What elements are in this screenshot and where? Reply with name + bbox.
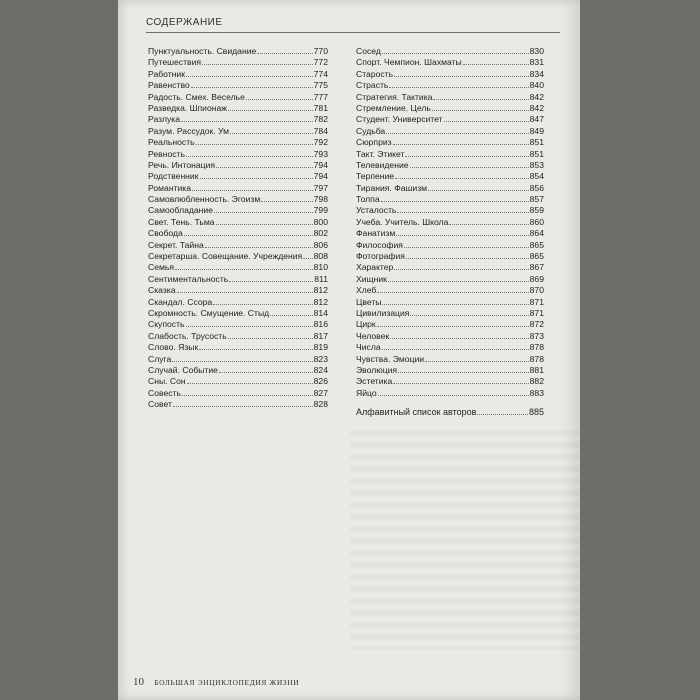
toc-entry-page: 851 xyxy=(529,148,544,159)
toc-entry-title: Телевидение xyxy=(356,159,409,170)
toc-entry-title: Сны. Сон xyxy=(148,376,186,387)
toc-leader-dots xyxy=(388,281,529,282)
toc-entry-title: Цветы xyxy=(356,296,382,307)
toc-entry-title: Совесть xyxy=(148,387,181,398)
toc-entry-page: 806 xyxy=(313,239,328,250)
toc-entry-title: Старость xyxy=(356,68,394,79)
toc-entry-page: 873 xyxy=(529,330,544,341)
toc-entry xyxy=(148,297,328,308)
toc-entry-title: Разум. Рассудок. Ум xyxy=(148,125,229,136)
toc-entry-title: Терпение xyxy=(356,171,395,182)
toc-entry xyxy=(356,308,544,319)
toc-entry-title: Фотография xyxy=(356,251,405,262)
toc-entry-page: 869 xyxy=(529,273,544,284)
toc-entry-title: Работник xyxy=(148,68,185,79)
toc-leader-dots xyxy=(196,144,313,145)
toc-entry-page: 770 xyxy=(313,46,328,56)
toc-leader-dots xyxy=(192,190,313,191)
toc-entry xyxy=(356,388,544,399)
toc-entry-title: Романтика xyxy=(148,182,192,193)
toc-entry xyxy=(356,262,544,273)
toc-entry-page: 798 xyxy=(313,194,328,205)
toc-entry xyxy=(148,171,328,182)
page-header xyxy=(146,18,560,33)
toc-entry xyxy=(148,285,328,296)
toc-leader-dots xyxy=(382,53,529,54)
toc-leader-dots xyxy=(270,315,313,316)
toc-entry-page: 857 xyxy=(529,194,544,205)
toc-entry-page: 823 xyxy=(313,353,328,364)
toc-entry-page: 810 xyxy=(313,262,328,273)
toc-entry-title: Пунктуальность. Свидание xyxy=(148,46,257,56)
toc-entry-title: Разлука xyxy=(148,114,181,125)
toc-entry-title: Спорт. Чемпион. Шахматы xyxy=(356,57,462,68)
toc-entry-title: Секрет. Тайна xyxy=(148,239,204,250)
toc-entry xyxy=(356,285,544,296)
toc-entry-title: Слуга xyxy=(148,353,172,364)
toc-entry xyxy=(356,69,544,80)
toc-leader-dots xyxy=(261,201,312,202)
toc-leader-dots xyxy=(182,395,313,396)
toc-leader-dots xyxy=(214,212,313,213)
toc-leader-dots xyxy=(428,190,529,191)
toc-leader-dots xyxy=(303,258,312,259)
toc-entry xyxy=(148,103,328,114)
toc-entry xyxy=(148,92,328,103)
toc-leader-dots xyxy=(395,178,529,179)
toc-entry-title: Фанатизм xyxy=(356,228,396,239)
toc-leader-dots xyxy=(230,133,313,134)
toc-entry xyxy=(356,365,544,376)
toc-entry xyxy=(148,331,328,342)
toc-entry-page: 777 xyxy=(313,91,328,102)
toc-entry-title: Эволюция xyxy=(356,364,398,375)
toc-entry-title: Реальность xyxy=(148,137,195,148)
toc-entry xyxy=(148,399,328,410)
toc-leader-dots xyxy=(444,121,529,122)
toc-leader-dots xyxy=(394,76,529,77)
toc-entry-page: 817 xyxy=(313,330,328,341)
toc-entry-page: 842 xyxy=(529,91,544,102)
toc-leader-dots xyxy=(186,76,313,77)
toc-entry-page: 824 xyxy=(313,364,328,375)
toc-entry-title: Совет xyxy=(148,399,172,410)
toc-leader-dots xyxy=(410,167,529,168)
toc-entry-title: Стремление. Цель xyxy=(356,102,431,113)
toc-leader-dots xyxy=(191,87,313,88)
toc-entry-title: Цивилизация xyxy=(356,307,410,318)
toc-entry xyxy=(148,251,328,262)
toc-entry-page: 830 xyxy=(529,46,544,56)
toc-leader-dots xyxy=(449,224,528,225)
toc-entry-page: 800 xyxy=(313,216,328,227)
page-footer xyxy=(133,676,299,688)
toc-entry xyxy=(148,388,328,399)
toc-leader-dots xyxy=(172,361,312,362)
toc-entry-page: 793 xyxy=(313,148,328,159)
toc-entry-title: Такт. Этикет xyxy=(356,148,405,159)
toc-leader-dots xyxy=(228,338,313,339)
toc-entry xyxy=(148,319,328,330)
toc-left-column xyxy=(148,46,328,411)
toc-entry-title: Философия xyxy=(356,239,403,250)
toc-entry xyxy=(356,160,544,171)
toc-entry-page: 885 xyxy=(528,407,544,417)
toc-entry-page: 812 xyxy=(313,296,328,307)
toc-entry-page: 799 xyxy=(313,205,328,216)
toc-entry-title: Секретарша. Совещание. Учреждения xyxy=(148,251,303,262)
toc-entry-page: 784 xyxy=(313,125,328,136)
toc-entry-page: 867 xyxy=(529,262,544,273)
toc-entry-title: Алфавитный список авторов xyxy=(356,407,477,417)
toc-entry-page: 842 xyxy=(529,102,544,113)
toc-leader-dots xyxy=(382,304,528,305)
toc-entry xyxy=(148,262,328,273)
toc-entry xyxy=(356,46,544,57)
toc-entry-page: 881 xyxy=(529,364,544,375)
toc-entry xyxy=(148,228,328,239)
toc-entry-title: Разведка. Шпионаж xyxy=(148,102,228,113)
toc-entry xyxy=(356,171,544,182)
toc-leader-dots xyxy=(202,64,313,65)
toc-entry-page: 802 xyxy=(313,228,328,239)
toc-entry-title: Родственник xyxy=(148,171,199,182)
toc-leader-dots xyxy=(393,144,529,145)
show-through-text xyxy=(350,430,670,650)
toc-entry-title: Характер xyxy=(356,262,394,273)
toc-leader-dots xyxy=(205,247,313,248)
toc-entry-title: Скупость xyxy=(148,319,185,330)
toc-entry xyxy=(356,57,544,68)
toc-leader-dots xyxy=(213,304,312,305)
toc-entry xyxy=(356,114,544,125)
toc-entry-title: Свобода xyxy=(148,228,183,239)
toc-entry xyxy=(356,251,544,262)
toc-leader-dots xyxy=(398,372,529,373)
toc-entry-title: Сказка xyxy=(148,285,176,296)
toc-entry xyxy=(148,126,328,137)
toc-entry-title: Равенство xyxy=(148,80,190,91)
toc-entry-page: 834 xyxy=(529,68,544,79)
toc-leader-dots xyxy=(405,156,528,157)
footer-page-number: 10 xyxy=(133,676,144,688)
toc-entry-title: Сосед xyxy=(356,46,381,56)
toc-entry-page: 865 xyxy=(529,239,544,250)
toc-entry-page: 794 xyxy=(313,159,328,170)
toc-entry-title: Цирк xyxy=(356,319,376,330)
toc-leader-dots xyxy=(432,110,529,111)
toc-entry-title: Случай. Событие xyxy=(148,364,218,375)
toc-entry xyxy=(148,69,328,80)
toc-leader-dots xyxy=(177,292,313,293)
toc-entry xyxy=(148,308,328,319)
toc-entry-page: 853 xyxy=(529,159,544,170)
toc-leader-dots xyxy=(184,235,313,236)
toc-leader-dots xyxy=(228,110,313,111)
toc-entry xyxy=(356,92,544,103)
toc-entry-page: 811 xyxy=(314,273,328,284)
toc-entry-title: Толпа xyxy=(356,194,380,205)
toc-entry xyxy=(356,297,544,308)
toc-leader-dots xyxy=(406,258,529,259)
toc-entry-title: Самообладание xyxy=(148,205,213,216)
toc-entry-page: 847 xyxy=(529,114,544,125)
toc-entry xyxy=(356,217,544,228)
toc-entry-title: Эстетика xyxy=(356,376,393,387)
toc-entry-page: 808 xyxy=(313,251,328,262)
toc-entry-page: 865 xyxy=(529,251,544,262)
toc-leader-dots xyxy=(377,292,528,293)
toc-entry xyxy=(356,342,544,353)
toc-entry xyxy=(148,149,328,160)
toc-leader-dots xyxy=(377,326,529,327)
toc-entry xyxy=(148,376,328,387)
toc-entry xyxy=(148,80,328,91)
toc-entry-title: Радость. Смех. Веселье xyxy=(148,91,245,102)
toc-entry-title: Хлеб xyxy=(356,285,377,296)
toc-entry-page: 871 xyxy=(529,296,544,307)
toc-entry xyxy=(356,103,544,114)
toc-entry-title: Скандал. Ссора xyxy=(148,296,213,307)
toc-entry-page: 827 xyxy=(313,387,328,398)
toc-leader-dots xyxy=(200,178,313,179)
toc-leader-dots xyxy=(393,383,528,384)
toc-entry xyxy=(148,240,328,251)
toc-entry-title: Страсть xyxy=(356,80,389,91)
toc-entry-page: 840 xyxy=(529,80,544,91)
header-title: СОДЕРЖАНИЕ xyxy=(146,17,223,28)
toc-leader-dots xyxy=(216,224,313,225)
toc-entry-title: Усталость xyxy=(356,205,397,216)
toc-entry-title: Слабость. Трусость xyxy=(148,330,227,341)
toc-entry xyxy=(148,205,328,216)
toc-entry xyxy=(356,137,544,148)
toc-leader-dots xyxy=(246,99,313,100)
toc-entry-title: Ревность xyxy=(148,148,185,159)
toc-right-column xyxy=(356,46,544,399)
toc-leader-dots xyxy=(186,326,313,327)
toc-entry xyxy=(148,57,328,68)
toc-entry-page: 828 xyxy=(313,399,328,410)
toc-entry-page: 816 xyxy=(313,319,328,330)
toc-entry-title: Путешествия xyxy=(148,57,202,68)
toc-leader-dots xyxy=(397,212,528,213)
toc-entry xyxy=(148,114,328,125)
toc-entry xyxy=(148,365,328,376)
toc-entry-page: 826 xyxy=(313,376,328,387)
authors-list-entry xyxy=(356,407,544,418)
toc-entry-title: Яйцо xyxy=(356,387,377,398)
toc-entry-page: 851 xyxy=(529,137,544,148)
toc-entry-page: 864 xyxy=(529,228,544,239)
toc-entry xyxy=(356,407,544,418)
toc-entry-page: 782 xyxy=(313,114,328,125)
toc-entry-page: 878 xyxy=(529,353,544,364)
toc-leader-dots xyxy=(219,372,313,373)
toc-entry-page: 849 xyxy=(529,125,544,136)
toc-leader-dots xyxy=(216,167,313,168)
toc-entry-page: 831 xyxy=(529,57,544,68)
toc-leader-dots xyxy=(390,338,529,339)
toc-entry-page: 814 xyxy=(313,307,328,318)
toc-entry-title: Семья xyxy=(148,262,175,273)
toc-entry-page: 794 xyxy=(313,171,328,182)
toc-leader-dots xyxy=(477,414,528,415)
toc-entry-page: 819 xyxy=(313,342,328,353)
toc-entry-title: Студент. Университет xyxy=(356,114,443,125)
toc-entry xyxy=(356,126,544,137)
toc-entry xyxy=(356,149,544,160)
toc-entry-title: Хищник xyxy=(356,273,387,284)
toc-leader-dots xyxy=(186,156,313,157)
toc-entry-title: Чувства. Эмоции xyxy=(356,353,425,364)
toc-leader-dots xyxy=(386,133,528,134)
toc-entry-title: Человек xyxy=(356,330,390,341)
toc-entry-page: 772 xyxy=(313,57,328,68)
toc-entry-page: 870 xyxy=(529,285,544,296)
toc-leader-dots xyxy=(187,383,313,384)
toc-entry-title: Судьба xyxy=(356,125,386,136)
toc-entry-title: Слово. Язык xyxy=(148,342,199,353)
toc-entry-page: 882 xyxy=(529,376,544,387)
toc-entry xyxy=(148,354,328,365)
toc-entry-page: 859 xyxy=(529,205,544,216)
toc-leader-dots xyxy=(425,361,529,362)
toc-entry xyxy=(356,183,544,194)
toc-entry xyxy=(148,46,328,57)
toc-entry xyxy=(148,160,328,171)
toc-entry-page: 860 xyxy=(529,216,544,227)
toc-leader-dots xyxy=(389,87,528,88)
toc-leader-dots xyxy=(410,315,528,316)
toc-entry xyxy=(356,228,544,239)
toc-entry-page: 856 xyxy=(529,182,544,193)
toc-leader-dots xyxy=(199,349,312,350)
toc-entry xyxy=(148,137,328,148)
toc-entry xyxy=(356,80,544,91)
toc-leader-dots xyxy=(463,64,529,65)
toc-entry xyxy=(148,274,328,285)
toc-entry-title: Сюрприз xyxy=(356,137,392,148)
toc-leader-dots xyxy=(173,406,313,407)
toc-leader-dots xyxy=(229,281,313,282)
toc-leader-dots xyxy=(433,99,528,100)
toc-entry-page: 797 xyxy=(313,182,328,193)
toc-entry xyxy=(356,376,544,387)
toc-leader-dots xyxy=(175,269,313,270)
toc-leader-dots xyxy=(257,53,312,54)
toc-entry xyxy=(356,354,544,365)
toc-leader-dots xyxy=(181,121,313,122)
toc-entry-title: Скромность. Смущение. Стыд xyxy=(148,307,270,318)
toc-entry-page: 878 xyxy=(529,342,544,353)
toc-entry-page: 872 xyxy=(529,319,544,330)
toc-leader-dots xyxy=(404,247,529,248)
toc-entry-title: Самовлюбленность. Эгоизм xyxy=(148,194,261,205)
toc-entry-title: Свет. Тень. Тьма xyxy=(148,216,215,227)
toc-leader-dots xyxy=(378,395,529,396)
toc-entry xyxy=(148,183,328,194)
toc-entry-title: Учеба. Учитель. Школа xyxy=(356,216,449,227)
toc-leader-dots xyxy=(382,349,529,350)
toc-entry xyxy=(148,217,328,228)
toc-entry-title: Сентиментальность xyxy=(148,273,229,284)
toc-entry-page: 775 xyxy=(313,80,328,91)
toc-entry-title: Числа xyxy=(356,342,381,353)
toc-entry-page: 854 xyxy=(529,171,544,182)
toc-entry-title: Речь. Интонация xyxy=(148,159,216,170)
toc-entry-title: Стратегия. Тактика xyxy=(356,91,433,102)
toc-entry-page: 774 xyxy=(313,68,328,79)
toc-entry xyxy=(356,240,544,251)
toc-entry xyxy=(356,194,544,205)
toc-entry xyxy=(356,274,544,285)
toc-leader-dots xyxy=(381,201,529,202)
toc-entry xyxy=(148,194,328,205)
toc-entry-page: 781 xyxy=(313,102,328,113)
toc-entry-page: 883 xyxy=(529,387,544,398)
toc-leader-dots xyxy=(396,235,528,236)
toc-entry-page: 871 xyxy=(529,307,544,318)
toc-entry-page: 812 xyxy=(313,285,328,296)
toc-entry xyxy=(356,319,544,330)
toc-leader-dots xyxy=(394,269,528,270)
toc-entry-page: 792 xyxy=(313,137,328,148)
toc-entry-title: Тирания. Фашизм xyxy=(356,182,428,193)
toc-entry xyxy=(356,205,544,216)
footer-book-title: БОЛЬШАЯ ЭНЦИКЛОПЕДИЯ ЖИЗНИ xyxy=(154,678,300,687)
toc-entry xyxy=(356,331,544,342)
toc-entry xyxy=(148,342,328,353)
